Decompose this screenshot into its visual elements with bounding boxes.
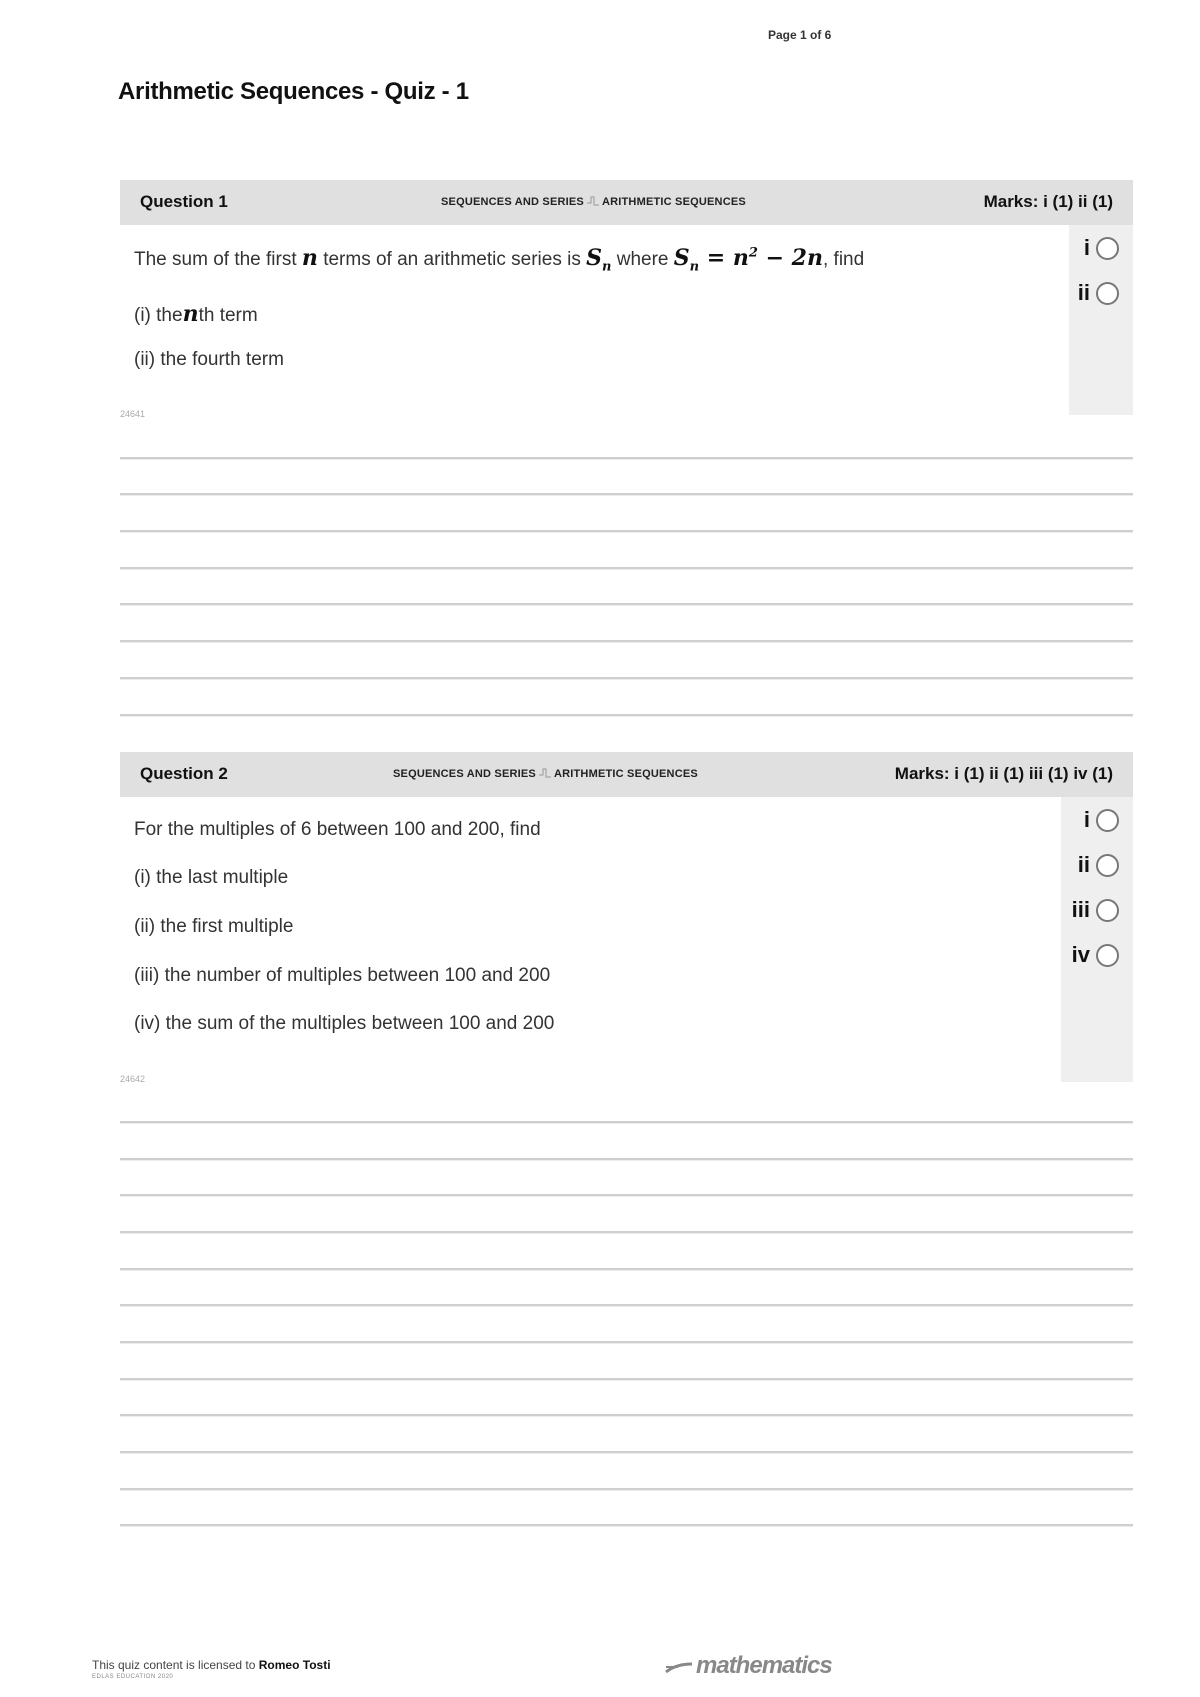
answer-line[interactable]: [120, 457, 1133, 460]
part-text: (i) the: [134, 305, 183, 326]
answer-part-iii[interactable]: [1072, 897, 1119, 923]
answer-line[interactable]: [120, 1451, 1133, 1454]
question-2: [120, 752, 1133, 1082]
answer-line[interactable]: [120, 1231, 1133, 1234]
question-2-part-i: (i) the last multiple: [134, 867, 289, 888]
part-label: i: [1083, 807, 1090, 832]
subtopic-label: ARITHMETIC SEQUENCES: [601, 196, 746, 208]
answer-part-i[interactable]: [1084, 807, 1119, 833]
license-name: Romeo Tosti: [258, 1658, 331, 1672]
answer-part-ii[interactable]: [1078, 280, 1119, 306]
answer-line[interactable]: [120, 640, 1133, 643]
answer-line[interactable]: [120, 1304, 1133, 1307]
stem-text: terms of an arithmetic series is: [323, 249, 581, 270]
circle-checkbox-icon[interactable]: [1096, 944, 1119, 967]
question-1-topic: [441, 195, 746, 208]
topic-label: SEQUENCES AND SERIES: [441, 196, 584, 208]
question-2-body: [120, 797, 1133, 1082]
answer-part-i[interactable]: [1084, 235, 1119, 261]
breadcrumb-separator-icon: [587, 196, 599, 206]
mathematics-logo: [664, 1652, 832, 1680]
math-n: n: [182, 301, 199, 327]
footer-subtext: EDLAS EDUCATION 2020: [92, 1674, 174, 1680]
topic-label: SEQUENCES AND SERIES: [393, 768, 536, 780]
breadcrumb-separator-icon: [539, 768, 551, 778]
circle-checkbox-icon[interactable]: [1096, 899, 1119, 922]
answer-line[interactable]: [120, 1194, 1133, 1197]
stem-text: , find: [823, 249, 865, 270]
question-2-number: Question 2: [140, 764, 228, 783]
part-label: iv: [1071, 942, 1090, 967]
answer-line[interactable]: [120, 1378, 1133, 1381]
answer-line[interactable]: [120, 567, 1133, 570]
question-1-marks: Marks: i (1) ii (1): [983, 192, 1113, 211]
question-1-stem: [134, 245, 864, 274]
math-n: n: [301, 245, 318, 271]
part-label: ii: [1077, 280, 1090, 305]
answer-line[interactable]: [120, 1488, 1133, 1491]
page-number: Page 1 of 6: [768, 28, 832, 42]
part-label: ii: [1077, 852, 1090, 877]
question-2-stem: For the multiples of 6 between 100 and 200, find: [134, 819, 541, 840]
logo-text: mathematics: [696, 1652, 832, 1679]
question-2-part-iii: (iii) the number of multiples between 100 and 200: [134, 965, 551, 986]
answer-line[interactable]: [120, 1414, 1133, 1417]
math-sub: n: [689, 259, 700, 275]
part-label: i: [1083, 235, 1090, 260]
circle-checkbox-icon[interactable]: [1096, 854, 1119, 877]
math-rest: − 2n: [765, 245, 823, 271]
answer-line[interactable]: [120, 1268, 1133, 1271]
circle-checkbox-icon[interactable]: [1096, 282, 1119, 305]
question-1-header: [120, 180, 1133, 225]
question-2-topic: [393, 767, 698, 780]
circle-checkbox-icon[interactable]: [1096, 809, 1119, 832]
answer-line[interactable]: [120, 714, 1133, 717]
part-label: iii: [1071, 897, 1090, 922]
question-1-part-i: [134, 301, 258, 327]
math-sub: n: [602, 259, 612, 275]
logo-swoosh-icon: [664, 1660, 694, 1674]
answer-line[interactable]: [120, 493, 1133, 496]
answer-part-ii[interactable]: [1078, 852, 1119, 878]
answer-line[interactable]: [120, 1158, 1133, 1161]
question-2-marks: Marks: i (1) ii (1) iii (1) iv (1): [894, 764, 1113, 783]
part-text: th term: [198, 305, 258, 326]
question-1-body: [120, 225, 1133, 415]
license-prefix: This quiz content is licensed to: [92, 1658, 256, 1672]
question-2-part-iv: (iv) the sum of the multiples between 100 and 200: [134, 1013, 555, 1034]
question-2-answer-panel: [1061, 797, 1133, 1082]
answer-line[interactable]: [120, 603, 1133, 606]
question-2-header: [120, 752, 1133, 797]
math-s: S: [673, 245, 690, 271]
question-1-answer-panel: [1069, 225, 1133, 415]
answer-line[interactable]: [120, 1524, 1133, 1527]
subtopic-label: ARITHMETIC SEQUENCES: [553, 768, 698, 780]
question-1-id: 24641: [120, 409, 146, 419]
answer-line[interactable]: [120, 530, 1133, 533]
question-1-number: Question 1: [140, 192, 228, 211]
math-sup: 2: [748, 245, 758, 261]
circle-checkbox-icon[interactable]: [1096, 237, 1119, 260]
question-2-part-ii: (ii) the first multiple: [134, 916, 294, 937]
math-s: S: [586, 245, 602, 271]
answer-part-iv[interactable]: [1072, 942, 1119, 968]
answer-line[interactable]: [120, 677, 1133, 680]
stem-text: The sum of the first: [134, 249, 297, 270]
question-1-part-ii: (ii) the fourth term: [134, 349, 284, 370]
math-eq: = n: [706, 245, 749, 271]
answer-line[interactable]: [120, 1341, 1133, 1344]
math-formula: [673, 245, 823, 275]
question-2-id: 24642: [120, 1074, 146, 1084]
stem-text: where: [616, 249, 669, 270]
answer-line[interactable]: [120, 1121, 1133, 1124]
math-sn: [586, 245, 612, 275]
question-1: [120, 180, 1133, 419]
quiz-title: Arithmetic Sequences - Quiz - 1: [118, 78, 469, 105]
license-notice: [92, 1658, 331, 1672]
